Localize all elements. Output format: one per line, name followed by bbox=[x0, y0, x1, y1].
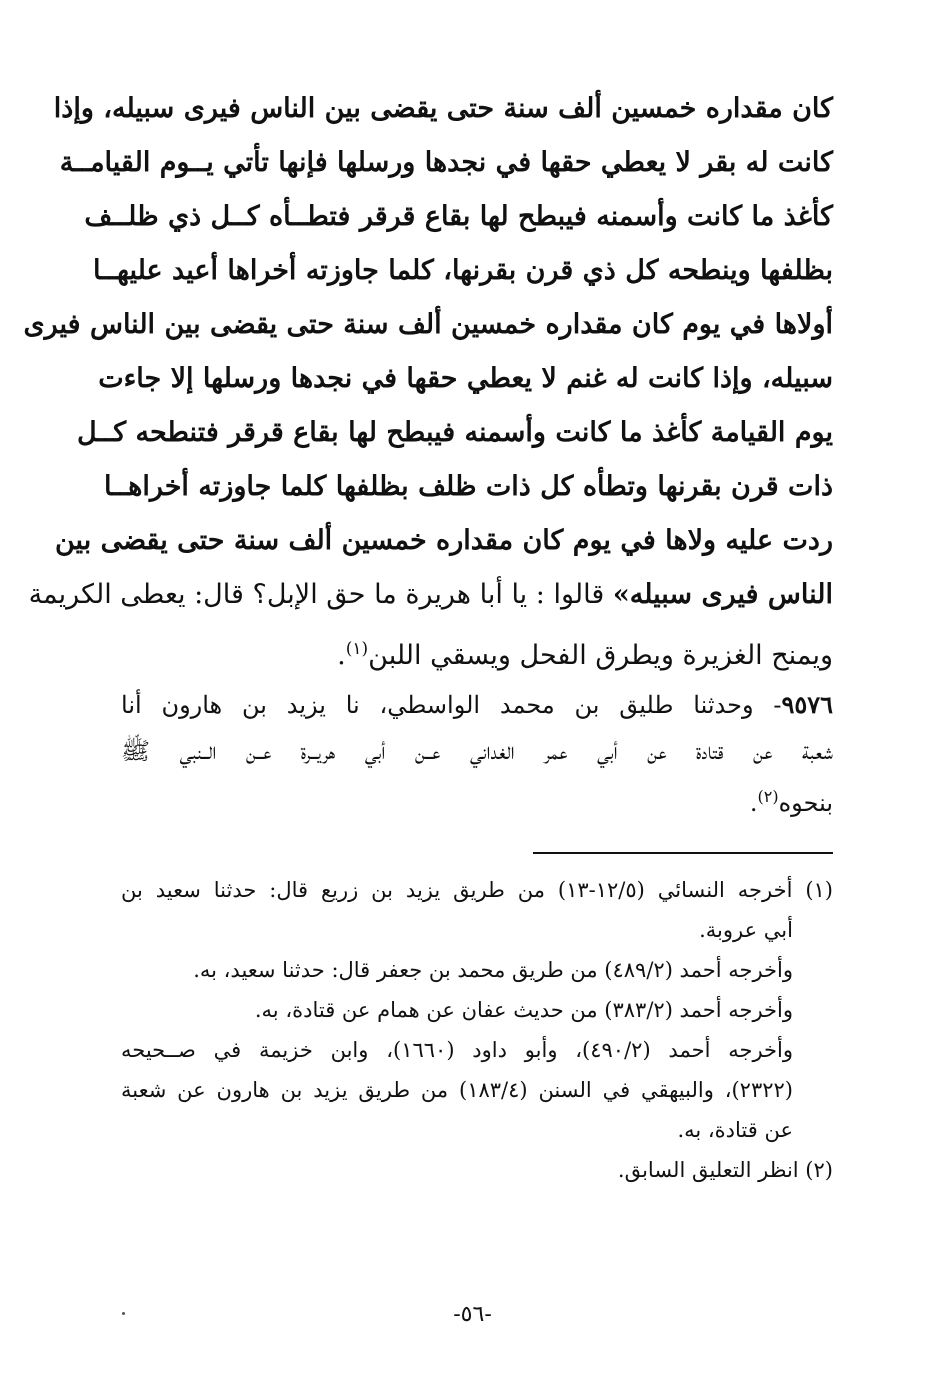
hadith-line: بظلفها وينطحه كل ذي قرن بقرنها، كلما جاوزته أخراها أعيد عليهــا bbox=[92, 255, 833, 286]
footnotes bbox=[121, 870, 833, 1190]
page-number: -٥٦- bbox=[453, 1302, 492, 1327]
hadith-line bbox=[28, 568, 833, 622]
hadith-commentary-text: قالوا : يا أبا هريرة ما حق الإبل؟ قال: يعطى الكريمة bbox=[28, 579, 613, 610]
footnote-line: وأخرجه أحمد (٤٩٠/٢)، وأبو داود (١٦٦٠)، وابن خزيمة في صــحيحه bbox=[121, 1038, 793, 1062]
footnote-divider bbox=[533, 852, 833, 854]
hadith-commentary-text: ويمنح الغزيرة ويطرق الفحل ويسقي اللبن bbox=[368, 640, 833, 671]
footnote-line: (٢) انظر التعليق السابق. bbox=[617, 1158, 833, 1182]
hadith-number: ٩٥٧٦ bbox=[781, 690, 833, 719]
footnote-line: وأخرجه أحمد (٣٨٣/٢) من حديث عفان عن همام عن قتادة، به. bbox=[254, 998, 793, 1022]
hadith-entry-9576 bbox=[121, 682, 833, 820]
hadith-closing-text: الناس فيرى سبيله» bbox=[612, 579, 833, 610]
footnote-line: (١) أخرجه النسائي (١٢/٥-١٣) من طريق يزيد بن زريع قال: حدثنا سعيد بن bbox=[121, 878, 833, 902]
hadith-line bbox=[121, 682, 833, 728]
hadith-isnad-text: بنحوه bbox=[778, 789, 833, 817]
footnote-line: أبي عروبة. bbox=[699, 918, 793, 942]
hadith-isnad-text: - وحدثنا طليق بن محمد الواسطي، نا يزيد بن هارون أنا bbox=[121, 691, 782, 719]
hadith-line: ردت عليه ولاها في يوم كان مقداره خمسين ألف سنة حتى يقضى بين bbox=[55, 525, 833, 556]
footnote-line: عن قتادة، به. bbox=[677, 1118, 793, 1142]
hadith-line: ذات قرن بقرنها وتطأه كل ذات ظلف بظلفها كلما جاوزته أخراهــا bbox=[104, 471, 833, 502]
hadith-line: كان مقداره خمسين ألف سنة حتى يقضى بين الناس فيرى سبيله، وإذا bbox=[53, 93, 833, 124]
hadith-line: شعبة عن قتادة عن أبي عمر الغداني عــن أبي هريــرة عــن الــنبي ﷺ bbox=[121, 737, 833, 765]
hadith-line: سبيله، وإذا كانت له غنم لا يعطي حقها في نجدها ورسلها إلا جاءت bbox=[98, 363, 833, 394]
footnote-line: (٢٣٢٢)، والبيهقي في السنن (١٨٣/٤) من طريق يزيد بن هارون عن شعبة bbox=[121, 1078, 793, 1102]
hadith-line: ويمنح الغزيرة ويطرق الفحل ويسقي اللبن$^{(١)}$. bbox=[337, 639, 833, 671]
hadith-line: كانت له بقر لا يعطي حقها في نجدها ورسلها فإنها تأتي يــوم القيامــة bbox=[59, 147, 833, 178]
hadith-line: بنحوه$^{(٢)}$. bbox=[749, 787, 833, 817]
hadith-line: يوم القيامة كأغذ ما كانت وأسمنه فيبطح لها بقاع قرقر فتنطحه كــل bbox=[76, 417, 833, 448]
footnote-line: وأخرجه أحمد (٤٨٩/٢) من طريق محمد بن جعفر قال: حدثنا سعيد، به. bbox=[193, 958, 793, 982]
hadith-line: كأغذ ما كانت وأسمنه فيبطح لها بقاع قرقر فتطــأه كــل ذي ظلــف bbox=[84, 201, 833, 232]
footnote-ref: (١) bbox=[345, 639, 369, 659]
hadith-paragraph bbox=[23, 82, 833, 676]
scan-speck bbox=[122, 1312, 125, 1315]
footnote-ref: (٢) bbox=[757, 787, 779, 806]
hadith-line: أولاها في يوم كان مقداره خمسين ألف سنة حتى يقضى بين الناس فيرى bbox=[23, 309, 833, 340]
